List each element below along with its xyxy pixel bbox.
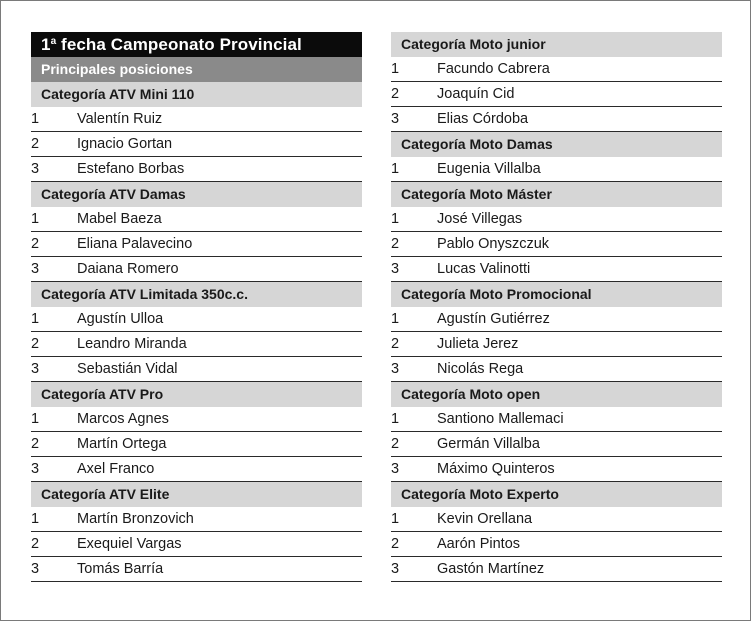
rider-name: Eugenia Villalba [437,161,541,177]
position-number: 3 [31,561,40,577]
page-subtitle: Principales posiciones [31,57,362,82]
position-number: 2 [31,136,40,152]
position-number: 1 [391,161,400,177]
rider-name: Daiana Romero [77,261,179,277]
position-number: 1 [391,211,400,227]
position-number: 3 [31,361,40,377]
result-row [391,507,722,532]
category-header: Categoría ATV Elite [31,482,362,507]
rider-name: Mabel Baeza [77,211,162,227]
category-header: Categoría ATV Limitada 350c.c. [31,282,362,307]
category-header: Categoría Moto Damas [391,132,722,157]
rider-name: Máximo Quinteros [437,461,555,477]
position-number: 2 [31,536,40,552]
rider-name: Exequiel Vargas [77,536,182,552]
result-row [31,107,362,132]
title-text: fecha Campeonato Provincial [56,35,302,54]
position-number: 1 [391,511,400,527]
position-number: 1 [31,511,40,527]
category-header: Categoría Moto Promocional [391,282,722,307]
result-row [31,407,362,432]
result-row [391,457,722,482]
left-column [31,32,362,582]
result-row [31,307,362,332]
rider-name: Eliana Palavecino [77,236,193,252]
title-number: 1 [41,35,51,54]
result-row [31,507,362,532]
position-number: 3 [391,561,400,577]
category-header: Categoría ATV Damas [31,182,362,207]
result-row [391,407,722,432]
result-row [31,232,362,257]
result-row [391,307,722,332]
left-category-list [31,82,362,582]
result-row [391,257,722,282]
result-row [31,432,362,457]
rider-name: Pablo Onyszczuk [437,236,550,252]
position-number: 3 [391,461,400,477]
rider-name: Julieta Jerez [437,336,519,352]
rider-name: Marcos Agnes [77,411,169,427]
page-title [31,32,362,57]
position-number: 1 [391,61,400,77]
position-number: 3 [31,261,40,277]
rider-name: Nicolás Rega [437,361,524,377]
result-row [391,157,722,182]
rider-name: Santiono Mallemaci [437,411,564,427]
position-number: 2 [31,436,40,452]
position-number: 2 [391,336,400,352]
result-row [31,257,362,282]
position-number: 2 [391,86,400,102]
result-row [31,132,362,157]
category-header: Categoría Moto junior [391,32,722,57]
right-column [391,32,722,582]
position-number: 2 [391,236,400,252]
rider-name: Agustín Gutiérrez [437,311,550,327]
rider-name: Agustín Ulloa [77,311,164,327]
position-number: 3 [391,361,400,377]
position-number: 1 [31,311,40,327]
rider-name: Facundo Cabrera [437,61,550,77]
position-number: 1 [31,411,40,427]
rider-name: Aarón Pintos [437,536,521,552]
rider-name: Axel Franco [77,461,155,477]
result-row [31,207,362,232]
position-number: 1 [31,111,40,127]
result-row [31,357,362,382]
rider-name: Martín Ortega [77,436,167,452]
rider-name: Gastón Martínez [437,561,545,577]
rider-name: Germán Villalba [437,436,540,452]
position-number: 3 [31,161,40,177]
category-header: Categoría Moto open [391,382,722,407]
result-row [391,207,722,232]
rider-name: Sebastián Vidal [77,361,178,377]
result-row [391,57,722,82]
result-row [391,557,722,582]
rider-name: Leandro Miranda [77,336,187,352]
category-header: Categoría Moto Máster [391,182,722,207]
result-row [391,332,722,357]
result-row [31,157,362,182]
position-number: 2 [391,536,400,552]
rider-name: Martín Bronzovich [77,511,194,527]
rider-name: Estefano Borbas [77,161,185,177]
rider-name: Kevin Orellana [437,511,533,527]
rider-name: Ignacio Gortan [77,136,173,152]
rider-name: Elias Córdoba [437,111,529,127]
result-row [31,457,362,482]
position-number: 2 [31,236,40,252]
rider-name: Joaquín Cid [437,86,515,102]
result-row [31,532,362,557]
result-row [391,432,722,457]
rider-name: Tomás Barría [77,561,164,577]
category-header: Categoría ATV Mini 110 [31,82,362,107]
result-row [391,232,722,257]
result-row [391,357,722,382]
title-ordinal: a [50,36,57,47]
category-header: Categoría Moto Experto [391,482,722,507]
category-header: Categoría ATV Pro [31,382,362,407]
position-number: 1 [391,411,400,427]
right-category-list [391,32,722,582]
position-number: 2 [31,336,40,352]
rider-name: Lucas Valinotti [437,261,531,277]
result-row [31,557,362,582]
position-number: 1 [391,311,400,327]
rider-name: Valentín Ruiz [77,111,163,127]
position-number: 2 [391,436,400,452]
position-number: 3 [391,111,400,127]
result-row [391,532,722,557]
result-row [391,107,722,132]
position-number: 1 [31,211,40,227]
position-number: 3 [391,261,400,277]
position-number: 3 [31,461,40,477]
rider-name: José Villegas [437,211,523,227]
result-row [391,82,722,107]
result-row [31,332,362,357]
